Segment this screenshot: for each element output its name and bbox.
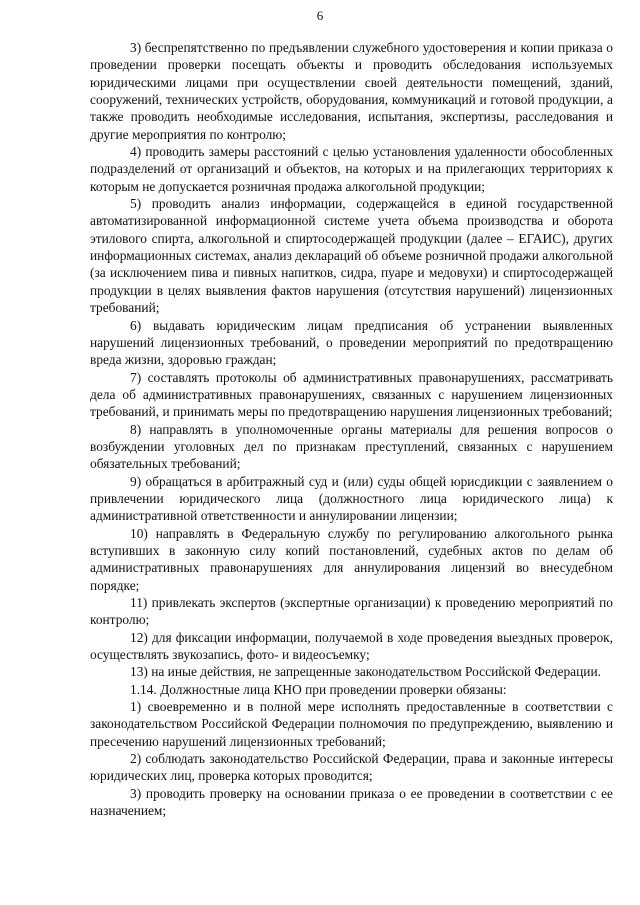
duty-item-3: 3) проводить проверку на основании приказа о ее проведении в соответствии с ее назначением;: [90, 785, 613, 819]
document-body: [90, 39, 613, 819]
duty-item-2: 2) соблюдать законодательство Российской Федерации, права и законные интересы юридических лиц, проверка которых проводится;: [90, 751, 613, 784]
paragraph-item-5: 5) проводить анализ информации, содержащейся в единой государственной автоматизированной информационной системе учета объема производства и оборота этилового спирта, алкогольной и спиртосодержащей продукции (далее – ЕГАИС), других информационных системах, анализ деклараций об объеме розничной продажи алкогольной (за исключением пива и пивных напитков, сидра, пуаре и медовухи) и спиртосодержащей продукции в целях выявления фактов нарушения (отсутствия нарушений) лицензионных требований;: [90, 196, 613, 316]
page-number: 6: [316, 8, 324, 23]
section-heading-1-14: 1.14. Должностные лица КНО при проведении проверки обязаны:: [130, 681, 507, 697]
paragraph-item-7: 7) составлять протоколы об административных правонарушениях, рассматривать дела об административных правонарушениях, связанных с нарушением лицензионных требований, и принимать меры по предотвращению нарушения лицензионных требований;: [90, 369, 613, 420]
paragraph-item-9: 9) обращаться в арбитражный суд и (или) суды общей юрисдикции с заявлением о привлечении юридического лица (должностного лица юридического лица) к административной ответственности и аннулировании лицензии;: [90, 473, 613, 524]
paragraph-item-10: 10) направлять в Федеральную службу по регулированию алкогольного рынка вступивших в законную силу копий постановлений, судебных актов по делам об административных правонарушениях для аннулирования лицензий во внесудебном порядке;: [90, 525, 613, 593]
paragraph-item-11: 11) привлекать экспертов (экспертные организации) к проведению мероприятий по контролю;: [90, 595, 613, 628]
paragraph-item-13: 13) на иные действия, не запрещенные законодательством Российской Федерации.: [130, 664, 601, 680]
paragraph-item-4: 4) проводить замеры расстояний с целью установления удаленности обособленных подразделений от организаций и объектов, на которых и на прилегающих территориях к которым не допускается розничная продажа алкогольной продукции;: [90, 144, 613, 194]
paragraph-item-8: 8) направлять в уполномоченные органы материалы для решения вопросов о возбуждении уголовных дел по признакам преступлений, связанных с нарушением обязательных требований;: [90, 421, 613, 472]
paragraph-item-6: 6) выдавать юридическим лицам предписания об устранении выявленных нарушений лицензионных требований, о проведении мероприятий по предотвращению вреда жизни, здоровью граждан;: [90, 317, 613, 368]
paragraph-item-3: 3) беспрепятственно по предъявлении служебного удостоверения и копии приказа о проведении проверки посещать объекты и проводить обследования используемых юридическими лицами при осуществлении своей деятельности помещений, зданий, сооружений, технических устройств, оборудования, коммуникаций и готовой продукции, а также проводить необходимые исследования, испытания, экспертизы, расследования и другие мероприятия по контролю;: [90, 40, 613, 142]
duty-item-1: 1) своевременно и в полной мере исполнять предоставленные в соответствии с законодательством Российской Федерации полномочия по предупреждению, выявлению и пресечению нарушений лицензионных требований;: [90, 699, 613, 749]
paragraph-item-12: 12) для фиксации информации, получаемой в ходе проведения выездных проверок, осуществлять звукозапись, фото- и видеосъемку;: [90, 629, 613, 663]
